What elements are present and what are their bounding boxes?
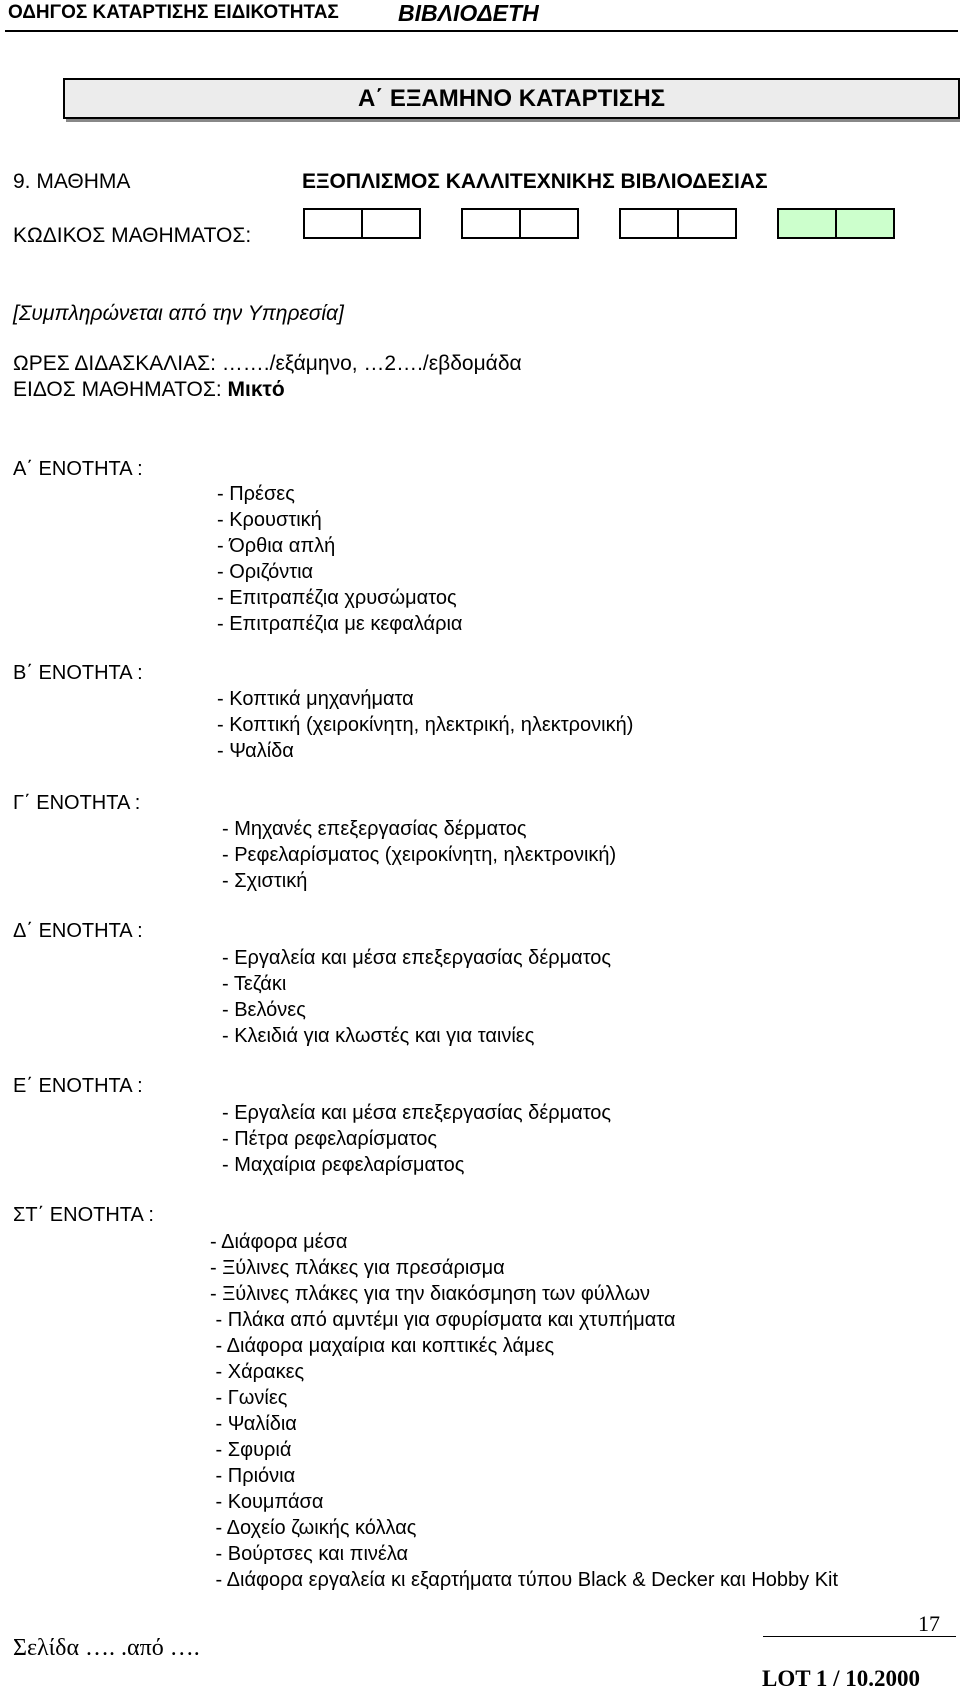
code-cell	[303, 208, 363, 239]
unit-items-a	[217, 481, 462, 637]
list-item: - Τεζάκι	[222, 973, 287, 995]
course-code-boxes	[303, 208, 935, 239]
course-name: ΕΞΟΠΛΙΣΜΟΣ ΚΑΛΛΙΤΕΧΝΙΚΗΣ ΒΙΒΛΙΟΔΕΣΙΑΣ	[302, 170, 768, 193]
code-cell	[361, 208, 421, 239]
unit-items-d	[222, 945, 611, 1049]
unit-label-c: Γ΄ ΕΝΟΤΗΤΑ :	[13, 792, 141, 814]
list-item: - Δοχείο ζωικής κόλλας	[210, 1517, 417, 1539]
unit-items-b	[217, 686, 633, 764]
list-item: - Ψαλίδια	[210, 1413, 297, 1435]
list-item: - Πριόνια	[210, 1465, 296, 1487]
list-item: - Μηχανές επεξεργασίας δέρματος	[222, 818, 527, 840]
list-item: - Κοπτική (χειροκίνητη, ηλεκτρική, ηλεκτρονική)	[217, 714, 634, 736]
code-cell	[619, 208, 679, 239]
list-item: - Επιτραπέζια με κεφαλάρια	[217, 613, 463, 635]
unit-label-st: ΣΤ΄ ΕΝΟΤΗΤΑ :	[13, 1204, 154, 1226]
unit-items-st	[210, 1229, 838, 1593]
header-title: ΟΔΗΓΟΣ ΚΑΤΑΡΤΙΣΗΣ ΕΙΔΙΚΟΤΗΤΑΣ	[8, 2, 339, 23]
list-item: - Διάφορα εργαλεία κι εξαρτήματα τύπου Black & Decker και Hobby Kit	[210, 1569, 839, 1591]
code-cell-highlighted	[777, 208, 837, 239]
list-item: - Σχιστική	[222, 870, 308, 892]
list-item: - Γωνίες	[210, 1387, 288, 1409]
list-item: - Κοπτικά μηχανήματα	[217, 688, 414, 710]
code-group-1	[303, 208, 421, 239]
list-item: - Κουμπάσα	[210, 1491, 324, 1513]
code-group-2	[461, 208, 579, 239]
list-item: - Ξύλινες πλάκες για πρεσάρισμα	[210, 1257, 505, 1279]
course-label: 9. ΜΑΘΗΜΑ	[13, 170, 131, 193]
list-item: - Εργαλεία και μέσα επεξεργασίας δέρματος	[222, 1102, 612, 1124]
code-group-3	[619, 208, 737, 239]
list-item: - Μαχαίρια ρεφελαρίσματος	[222, 1154, 465, 1176]
list-item: - Διάφορα μέσα	[210, 1231, 348, 1253]
code-cell	[519, 208, 579, 239]
course-code-label: ΚΩΔΙΚΟΣ ΜΑΘΗΜΑΤΟΣ:	[13, 224, 252, 247]
list-item: - Πέτρα ρεφελαρίσματος	[222, 1128, 438, 1150]
page-number: 17	[918, 1611, 940, 1636]
unit-label-e: Ε΄ ΕΝΟΤΗΤΑ :	[13, 1075, 143, 1097]
list-item: - Ξύλινες πλάκες για την διακόσμηση των φύλλων	[210, 1283, 651, 1305]
list-item: - Όρθια απλή	[217, 535, 336, 557]
list-item: - Κρουστική	[217, 509, 322, 531]
list-item: - Οριζόντια	[217, 561, 314, 583]
list-item: - Εργαλεία και μέσα επεξεργασίας δέρματος	[222, 947, 612, 969]
list-item: - Βελόνες	[222, 999, 306, 1021]
teaching-hours: ΩΡΕΣ ΔΙΔΑΣΚΑΛΙΑΣ: ……./εξάμηνο, …2…./εβδομάδα	[13, 352, 522, 375]
code-cell	[677, 208, 737, 239]
list-item: - Διάφορα μαχαίρια και κοπτικές λάμες	[210, 1335, 555, 1357]
unit-label-d: Δ΄ ΕΝΟΤΗΤΑ :	[13, 920, 143, 942]
unit-items-e	[222, 1100, 611, 1178]
list-item: - Χάρακες	[210, 1361, 305, 1383]
footer-divider	[763, 1636, 956, 1637]
header-specialty: ΒΙΒΛΙΟΔΕΤΗ	[398, 0, 539, 26]
unit-label-b: Β΄ ΕΝΟΤΗΤΑ :	[13, 662, 143, 684]
course-type-label: ΕΙΔΟΣ ΜΑΘΗΜΑΤΟΣ:	[13, 378, 228, 401]
lot-label: LOT 1 / 10.2000	[762, 1666, 921, 1691]
list-item: - Βούρτσες και πινέλα	[210, 1543, 409, 1565]
list-item: - Πρέσες	[217, 483, 295, 505]
code-group-4	[777, 208, 895, 239]
service-note: [Συμπληρώνεται από την Υπηρεσία]	[13, 302, 344, 325]
code-cell-highlighted	[835, 208, 895, 239]
unit-label-a: Α΄ ΕΝΟΤΗΤΑ :	[13, 458, 143, 480]
list-item: - Ρεφελαρίσματος (χειροκίνητη, ηλεκτρονική)	[222, 844, 617, 866]
semester-title: Α΄ ΕΞΑΜΗΝΟ ΚΑΤΑΡΤΙΣΗΣ	[63, 78, 960, 119]
list-item: - Επιτραπέζια χρυσώματος	[217, 587, 457, 609]
page-of-label: Σελίδα …. .από ….	[13, 1635, 200, 1661]
header-divider	[5, 30, 958, 32]
list-item: - Σφυριά	[210, 1439, 292, 1461]
course-type	[13, 378, 285, 402]
list-item: - Κλειδιά για κλωστές και για ταινίες	[222, 1025, 535, 1047]
course-type-value: Μικτό	[227, 378, 285, 401]
code-cell	[461, 208, 521, 239]
unit-items-c	[222, 816, 616, 894]
list-item: - Ψαλίδα	[217, 740, 294, 762]
list-item: - Πλάκα από αμντέμι για σφυρίσματα και χτυπήματα	[210, 1309, 676, 1331]
